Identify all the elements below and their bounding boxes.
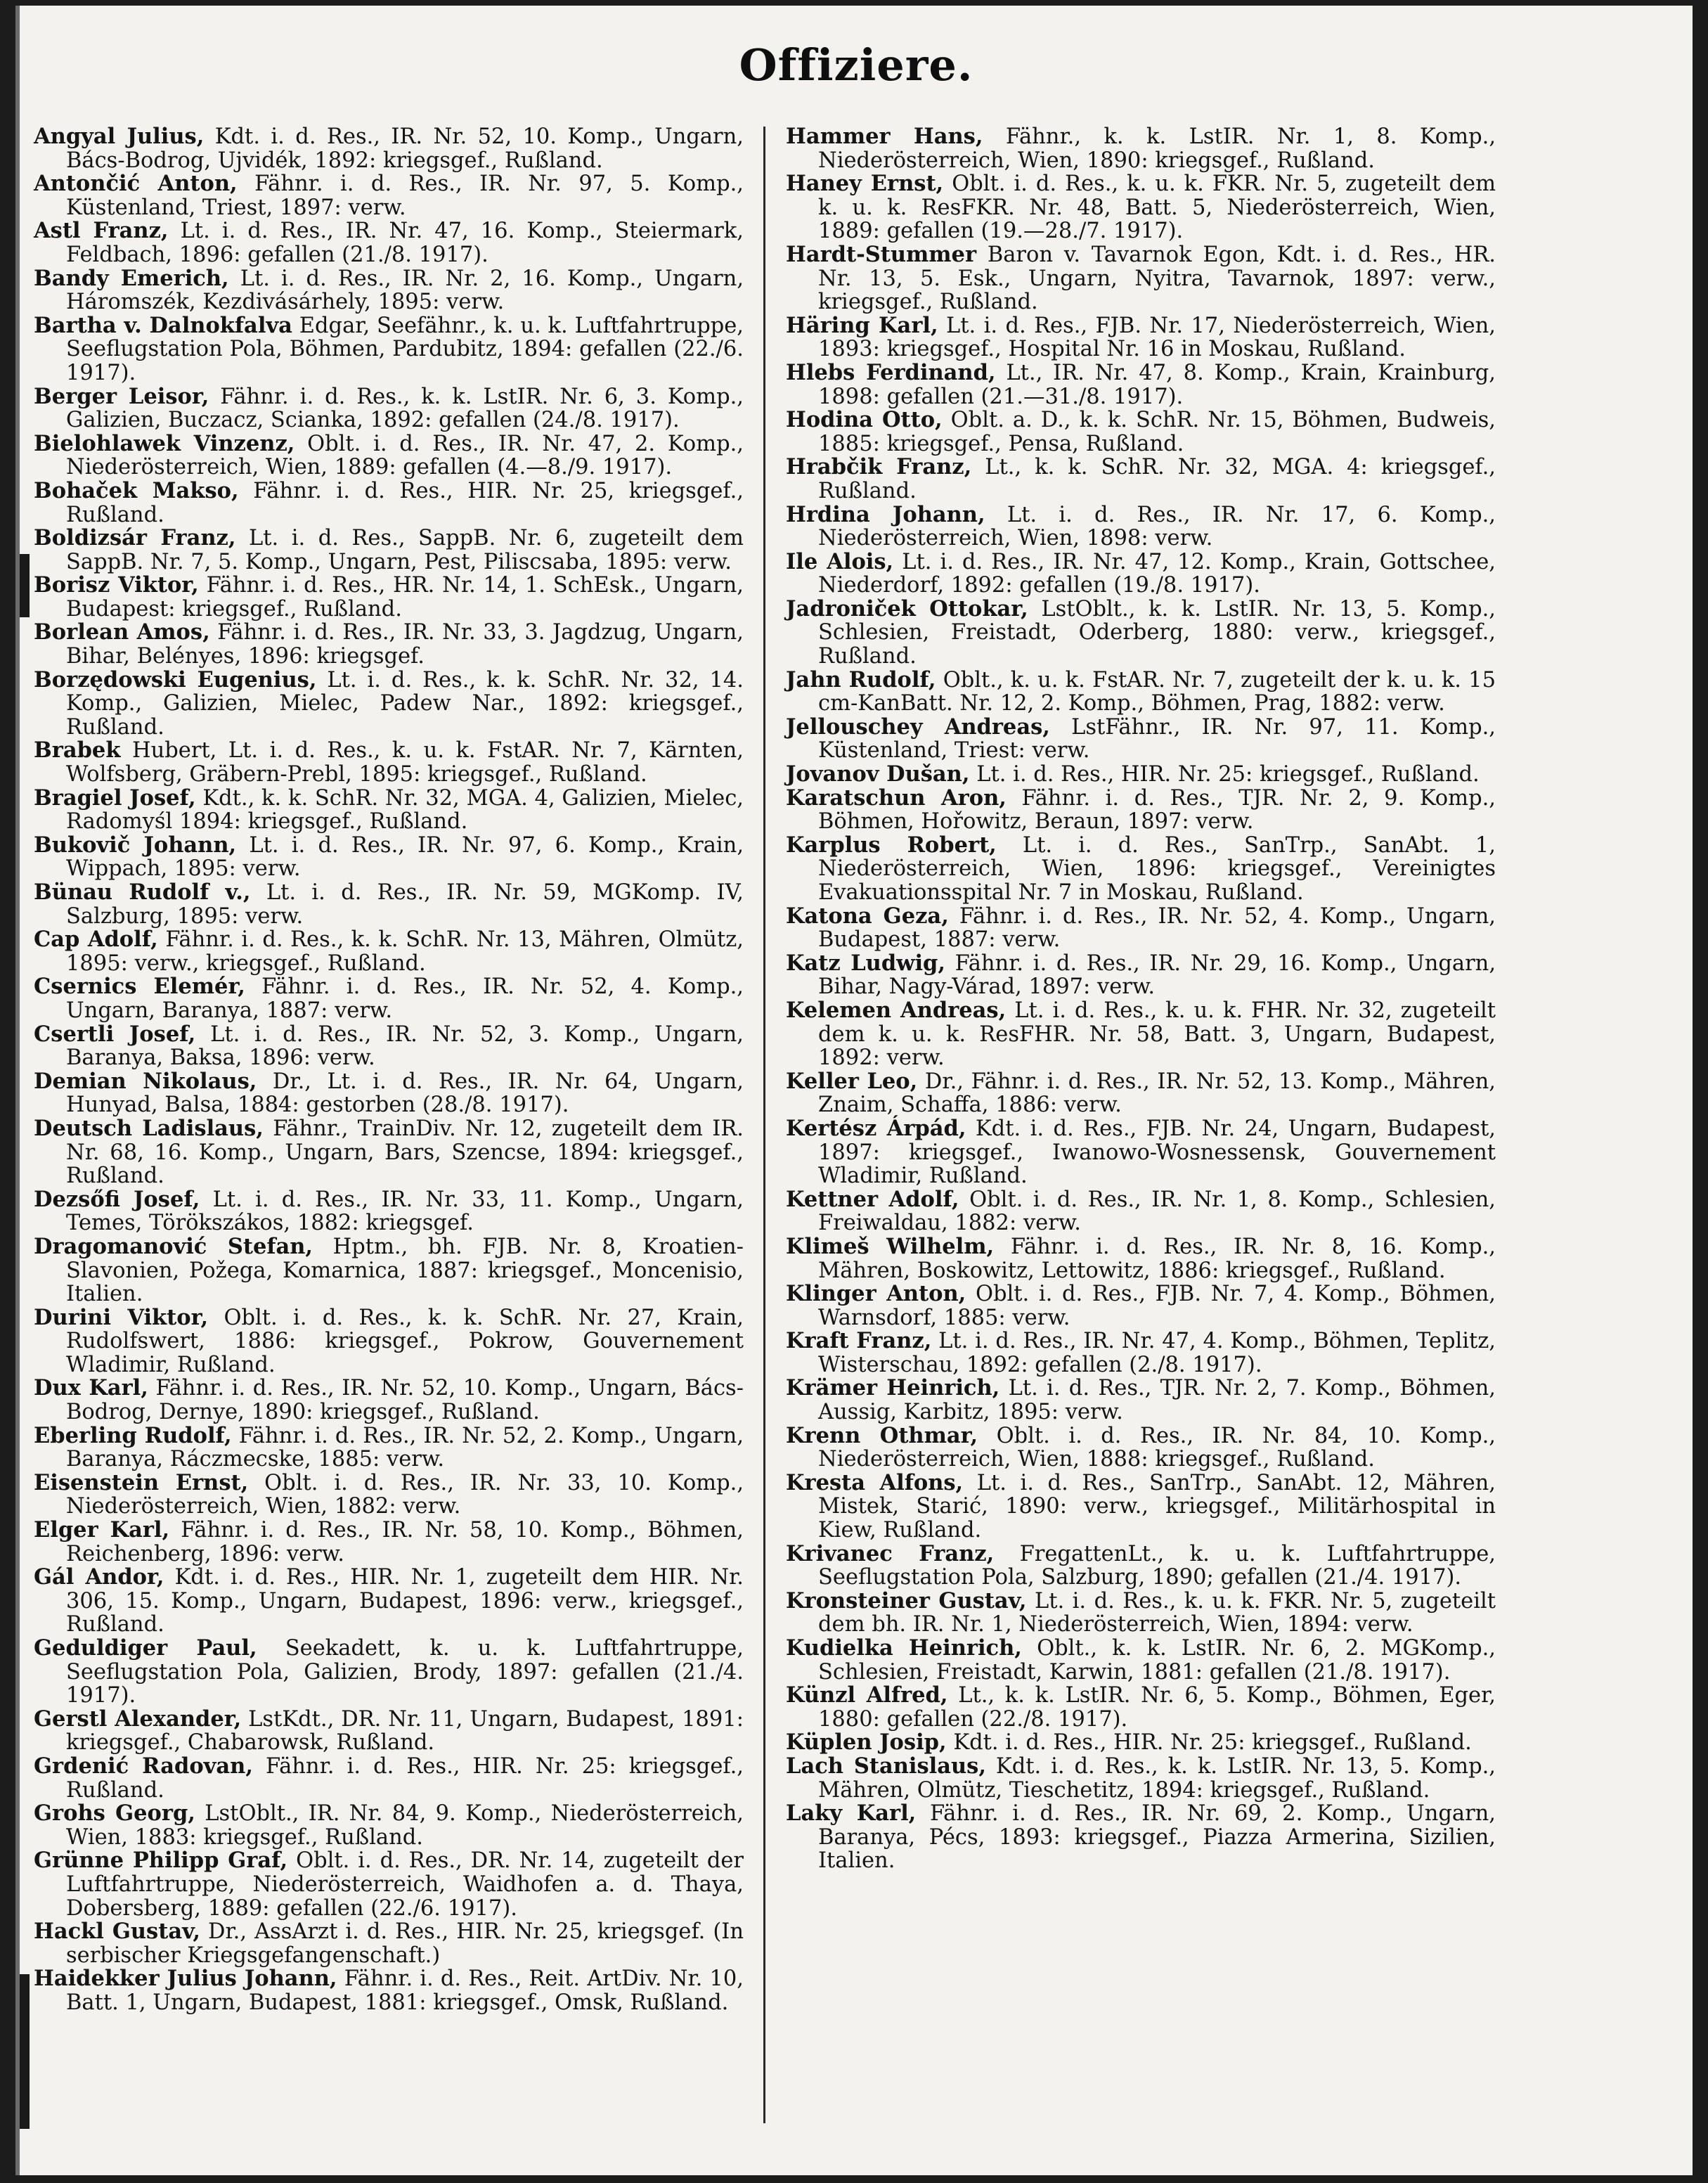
officer-details: FregattenLt., k. u. k. Luftfahrtruppe, Seeflugstation Pola, Salzburg, 1890; gefallen (21./4. 1917). xyxy=(818,1541,1496,1590)
officer-name: Grünne Philipp Graf, xyxy=(34,1848,288,1874)
officer-entry xyxy=(786,243,1496,314)
officer-entry xyxy=(34,787,744,834)
officer-entry xyxy=(786,361,1496,408)
officer-name: Hodina Otto, xyxy=(786,407,943,433)
officer-details: Oblt. i. d. Res., IR. Nr. 84, 10. Komp., Niederösterreich, Wien, 1888: kriegsgef., Rußland. xyxy=(818,1423,1496,1472)
officer-name: Jadroniček Ottokar, xyxy=(786,595,1028,622)
officer-name: Bukovič Johann, xyxy=(34,832,237,858)
officer-name: Borzędowski Eugenius, xyxy=(34,667,317,693)
officer-name: Deutsch Ladislaus, xyxy=(34,1115,264,1141)
officer-entry xyxy=(34,975,744,1022)
officer-entry xyxy=(786,763,1496,787)
officer-details: Lt. i. d. Res., SanTrp., SanAbt. 12, Mähren, Mistek, Starić, 1890: verw., kriegsgef., Militärhospital in Kiew, Rußland. xyxy=(818,1470,1496,1543)
officer-details: Lt., k. k. LstIR. Nr. 6, 5. Komp., Böhmen, Eger, 1880: gefallen (22./8. 1917). xyxy=(818,1683,1496,1732)
officer-name: Cap Adolf, xyxy=(34,927,158,953)
officer-name: Eisenstein Ernst, xyxy=(34,1469,249,1495)
officer-details: Kdt. i. d. Res., HIR. Nr. 25: kriegsgef., Rußland. xyxy=(953,1730,1472,1756)
officer-name: Angyal Julius, xyxy=(34,124,205,149)
officer-details: Fähnr., k. k. LstIR. Nr. 1, 8. Komp., Niederösterreich, Wien, 1890: kriegsgef., Rußland. xyxy=(818,124,1496,173)
officer-details: Fähnr. i. d. Res., HIR. Nr. 25: kriegsgef., Rußland. xyxy=(66,1753,744,1803)
officer-entry xyxy=(34,1967,744,2014)
officer-name: Künzl Alfred, xyxy=(786,1682,948,1708)
officer-details: Lt. i. d. Res., SanTrp., SanAbt. 1, Niederösterreich, Wien, 1896: kriegsgef., Vereinigtes Evakuationsspital Nr. 7 in Moskau, Rußland. xyxy=(818,832,1496,905)
officer-name: Katona Geza, xyxy=(786,903,949,929)
officer-name: Bohaček Makso, xyxy=(34,477,239,503)
officer-details: Kdt. i. d. Res., HIR. Nr. 1, zugeteilt dem HIR. Nr. 306, 15. Komp., Ungarn, Budapest, 1896: verw., kriegsgef., Rußland. xyxy=(66,1565,744,1637)
officer-details: Fähnr. i. d. Res., Reit. ArtDiv. Nr. 10, Batt. 1, Ungarn, Budapest, 1881: kriegsgef., Omsk, Rußland. xyxy=(66,1966,744,2015)
officer-name: Berger Leisor, xyxy=(34,383,209,409)
officer-details: Fähnr. i. d. Res., IR. Nr. 33, 3. Jagdzug, Ungarn, Bihar, Belényes, 1896: kriegsgef. xyxy=(66,620,744,669)
officer-name: Durini Viktor, xyxy=(34,1304,209,1330)
officer-name: Brabek xyxy=(34,738,121,764)
officer-entry xyxy=(34,574,744,621)
left-column xyxy=(34,125,744,2015)
officer-details: Oblt. i. d. Res., IR. Nr. 47, 2. Komp., Niederösterreich, Wien, 1889: gefallen (4.—8./9. 1917). xyxy=(66,431,744,480)
officer-details: Dr., AssArzt i. d. Res., HIR. Nr. 25, kriegsgef. (In serbischer Kriegsgefangenschaft.) xyxy=(66,1919,744,1968)
officer-details: LstOblt., IR. Nr. 84, 9. Komp., Niederösterreich, Wien, 1883: kriegsgef., Rußland. xyxy=(66,1801,744,1850)
officer-entry xyxy=(34,125,744,172)
officer-name: Gál Andor, xyxy=(34,1564,164,1590)
officer-name: Klimeš Wilhelm, xyxy=(786,1233,995,1259)
officer-name: Lach Stanislaus, xyxy=(786,1753,986,1779)
officer-details: Fähnr. i. d. Res., IR. Nr. 8, 16. Komp., Mähren, Boskowitz, Lettowitz, 1886: kriegsgef., Rußland. xyxy=(818,1234,1496,1283)
officer-entry xyxy=(786,1637,1496,1684)
officer-entry xyxy=(34,1802,744,1849)
officer-entry xyxy=(786,787,1496,834)
officer-name: Bartha v. Dalnokfalva xyxy=(34,312,292,338)
officer-entry xyxy=(786,716,1496,763)
officer-details: Oblt. i. d. Res., IR. Nr. 33, 10. Komp., Niederösterreich, Wien, 1882: verw. xyxy=(66,1470,744,1519)
officer-entry xyxy=(786,503,1496,550)
officer-details: Fähnr. i. d. Res., HR. Nr. 14, 1. SchEsk., Ungarn, Budapest: kriegsgef., Rußland. xyxy=(66,573,744,622)
officer-name: Hlebs Ferdinand, xyxy=(786,359,996,385)
officer-entry xyxy=(786,408,1496,456)
officer-name: Hardt-Stummer xyxy=(786,241,977,267)
officer-entry xyxy=(34,172,744,219)
officer-details: Dr., Lt. i. d. Res., IR. Nr. 64, Ungarn, Hunyad, Balsa, 1884: gestorben (28./8. 1917). xyxy=(66,1069,744,1118)
officer-entry xyxy=(34,928,744,975)
officer-name: Klinger Anton, xyxy=(786,1281,966,1307)
officer-name: Eberling Rudolf, xyxy=(34,1422,232,1448)
officer-name: Bandy Emerich, xyxy=(34,265,229,291)
officer-entry xyxy=(34,1755,744,1802)
officer-details: Seekadett, k. u. k. Luftfahrtruppe, Seeflugstation Pola, Galizien, Brody, 1897: gefallen (21./4. 1917). xyxy=(66,1636,744,1708)
officer-name: Jovanov Dušan, xyxy=(786,761,970,787)
page-title: Offiziere. xyxy=(739,39,973,91)
officer-entry xyxy=(34,669,744,740)
officer-entry xyxy=(34,1920,744,1967)
officer-name: Borisz Viktor, xyxy=(34,572,199,598)
officer-details: Lt. i. d. Res., IR. Nr. 97, 6. Komp., Krain, Wippach, 1895: verw. xyxy=(66,832,744,882)
officer-entry xyxy=(34,1469,744,1519)
officer-entry xyxy=(786,1329,1496,1377)
officer-name: Gerstl Alexander, xyxy=(34,1706,242,1732)
officer-name: Bielohlawek Vinzenz, xyxy=(34,430,295,456)
officer-details: Lt. i. d. Res., IR. Nr. 2, 16. Komp., Ungarn, Háromszék, Kezdivásárhely, 1895: verw. xyxy=(66,266,744,315)
officer-entry xyxy=(786,1424,1496,1472)
officer-name: Karatschun Aron, xyxy=(786,785,1007,811)
officer-details: Lt. i. d. Res., IR. Nr. 47, 16. Komp., Steiermark, Feldbach, 1896: gefallen (21./8. 1917). xyxy=(66,219,744,267)
officer-details: Oblt. a. D., k. k. SchR. Nr. 15, Böhmen, Budweis, 1885: kriegsgef., Pensa, Rußland. xyxy=(818,408,1496,456)
officer-name: Hrabčik Franz, xyxy=(786,454,972,480)
officer-name: Laky Karl, xyxy=(786,1801,917,1827)
officer-details: Dr., Fähnr. i. d. Res., IR. Nr. 52, 13. Komp., Mähren, Znaim, Schaffa, 1886: verw. xyxy=(818,1069,1496,1118)
officer-entry xyxy=(34,219,744,266)
officer-details: Lt. i. d. Res., k. k. SchR. Nr. 32, 14. Komp., Galizien, Mielec, Padew Nar., 1892: kriegsgef., Rußland. xyxy=(66,667,744,740)
officer-details: Kdt. i. d. Res., FJB. Nr. 24, Ungarn, Budapest, 1897: kriegsgef., Iwanowo-Wosnessensk, Gouvernement Wladimir, Rußland. xyxy=(818,1116,1496,1189)
officer-name: Kraft Franz, xyxy=(786,1328,932,1354)
officer-name: Haidekker Julius Johann, xyxy=(34,1966,337,1992)
officer-name: Jellouschey Andreas, xyxy=(786,714,1050,740)
officer-name: Kettner Adolf, xyxy=(786,1186,959,1212)
officer-details: Oblt., k. u. k. FstAR. Nr. 7, zugeteilt der k. u. k. 15 cm-KanBatt. Nr. 12, 2. Komp., Böhmen, Prag, 1882: verw. xyxy=(818,667,1496,716)
officer-details: LstOblt., k. k. LstIR. Nr. 13, 5. Komp., Schlesien, Freistadt, Oderberg, 1880: verw., kriegsgef., Rußland. xyxy=(818,596,1496,669)
officer-details: Fähnr. i. d. Res., TJR. Nr. 2, 9. Komp., Böhmen, Hořowitz, Beraun, 1897: verw. xyxy=(818,785,1496,835)
officer-details: Lt. i. d. Res., SappB. Nr. 6, zugeteilt dem SappB. Nr. 7, 5. Komp., Ungarn, Pest, Piliscsaba, 1895: verw. xyxy=(66,526,744,574)
officer-name: Karplus Robert, xyxy=(786,832,997,858)
officer-name: Csertli Josef, xyxy=(34,1021,196,1047)
officer-entry xyxy=(786,1188,1496,1235)
officer-name: Borlean Amos, xyxy=(34,619,210,645)
officer-details: LstFähnr., IR. Nr. 97, 11. Komp., Küstenland, Triest: verw. xyxy=(818,714,1496,764)
officer-name: Kresta Alfons, xyxy=(786,1469,964,1495)
officer-entry xyxy=(34,385,744,432)
officer-details: Kdt. i. d. Res., IR. Nr. 52, 10. Komp., Ungarn, Bács-Bodrog, Ujvidék, 1892: kriegsgef., Rußland. xyxy=(66,124,744,173)
officer-name: Küplen Josip, xyxy=(786,1730,947,1756)
officer-entry xyxy=(34,527,744,574)
officer-name: Geduldiger Paul, xyxy=(34,1635,257,1661)
officer-entry xyxy=(786,456,1496,503)
officer-details: Oblt. i. d. Res., k. u. k. FKR. Nr. 5, zugeteilt dem k. u. k. ResFKR. Nr. 48, Batt. 5, Niederösterreich, Wien, 1889: gefallen (19.—28./7. 1917). xyxy=(818,172,1496,244)
officer-entry xyxy=(786,1755,1496,1802)
officer-entry xyxy=(34,881,744,928)
officer-entry xyxy=(34,1117,744,1188)
officer-entry xyxy=(34,1424,744,1472)
officer-details: Lt., k. k. SchR. Nr. 32, MGA. 4: kriegsgef., Rußland. xyxy=(818,455,1496,503)
officer-details: Lt. i. d. Res., IR. Nr. 52, 3. Komp., Ungarn, Baranya, Baksa, 1896: verw. xyxy=(66,1022,744,1071)
officer-entry xyxy=(34,1708,744,1755)
officer-name: Elger Karl, xyxy=(34,1517,170,1543)
officer-entry xyxy=(786,314,1496,361)
officer-name: Häring Karl, xyxy=(786,312,938,338)
binding-shadow xyxy=(20,1974,30,2129)
officer-entry xyxy=(34,621,744,668)
officer-details: Lt. i. d. Res., FJB. Nr. 17, Niederösterreich, Wien, 1893: kriegsgef., Hospital Nr. 16 in Moskau, Rußland. xyxy=(818,313,1496,362)
officer-entry xyxy=(34,1188,744,1235)
officer-name: Kronsteiner Gustav, xyxy=(786,1588,1027,1614)
officer-name: Antončić Anton, xyxy=(34,171,238,197)
officer-details: Fähnr. i. d. Res., IR. Nr. 52, 4. Komp., Ungarn, Budapest, 1887: verw. xyxy=(818,903,1496,953)
officer-name: Dux Karl, xyxy=(34,1375,148,1401)
officer-details: Fähnr. i. d. Res., k. k. LstIR. Nr. 6, 3. Komp., Galizien, Buczacz, Scianka, 1892: gefallen (24./8. 1917). xyxy=(66,384,744,433)
officer-name: Boldizsár Franz, xyxy=(34,525,236,551)
officer-details: Lt. i. d. Res., IR. Nr. 47, 12. Komp., Krain, Gottschee, Niederdorf, 1892: gefallen (19./8. 1917). xyxy=(818,549,1496,598)
officer-entry xyxy=(34,1023,744,1070)
officer-name: Kelemen Andreas, xyxy=(786,997,1007,1023)
binding-shadow xyxy=(20,554,30,617)
officer-entry xyxy=(34,834,744,881)
officer-entry xyxy=(786,999,1496,1070)
officer-details: Kdt., k. k. SchR. Nr. 32, MGA. 4, Galizien, Mielec, Radomyśl 1894: kriegsgef., Rußland. xyxy=(66,785,744,835)
officer-name: Jahn Rudolf, xyxy=(786,667,936,693)
officer-details: Fähnr., TrainDiv. Nr. 12, zugeteilt dem IR. Nr. 68, 16. Komp., Ungarn, Bars, Szencse, 1894: kriegsgef., Rußland. xyxy=(66,1116,744,1189)
officer-name: Katz Ludwig, xyxy=(786,950,945,976)
officer-details: Lt. i. d. Res., IR. Nr. 47, 4. Komp., Böhmen, Teplitz, Wisterschau, 1892: gefallen (2./8. 1917). xyxy=(818,1329,1496,1377)
officer-name: Grohs Georg, xyxy=(34,1801,195,1827)
officer-details: Lt. i. d. Res., IR. Nr. 33, 11. Komp., Ungarn, Temes, Törökszákos, 1882: kriegsgef. xyxy=(66,1187,744,1236)
officer-details: Oblt. i. d. Res., FJB. Nr. 7, 4. Komp., Böhmen, Warnsdorf, 1885: verw. xyxy=(818,1282,1496,1330)
officer-details: Kdt. i. d. Res., k. k. LstIR. Nr. 13, 5. Komp., Mähren, Olmütz, Tieschetitz, 1894: kriegsgef., Rußland. xyxy=(818,1753,1496,1803)
officer-name: Keller Leo, xyxy=(786,1068,918,1094)
officer-details: Fähnr. i. d. Res., IR. Nr. 52, 4. Komp., Ungarn, Baranya, 1887: verw. xyxy=(66,974,744,1023)
officer-details: Oblt. i. d. Res., DR. Nr. 14, zugeteilt der Luftfahrtruppe, Niederösterreich, Waidhofen a. d. Thaya, Dobersberg, 1889: gefallen (22./6. 1917). xyxy=(66,1848,744,1921)
officer-name: Astl Franz, xyxy=(34,218,169,244)
officer-entry xyxy=(34,1849,744,1920)
officer-name: Bragiel Josef, xyxy=(34,785,196,811)
officer-details: Baron v. Tavarnok Egon, Kdt. i. d. Res., HR. Nr. 13, 5. Esk., Ungarn, Nyitra, Tavarnok, 1897: verw., kriegsgef., Rußland. xyxy=(818,242,1496,315)
officer-details: Fähnr. i. d. Res., IR. Nr. 58, 10. Komp., Böhmen, Reichenberg, 1896: verw. xyxy=(66,1518,744,1566)
officer-details: Lt. i. d. Res., IR. Nr. 59, MGKomp. IV, Salzburg, 1895: verw. xyxy=(66,880,744,929)
officer-entry xyxy=(34,1235,744,1306)
right-column xyxy=(786,125,1496,1873)
officer-entry xyxy=(786,669,1496,716)
officer-details: Fähnr. i. d. Res., IR. Nr. 97, 5. Komp., Küstenland, Triest, 1897: verw. xyxy=(66,172,744,220)
officer-details: Fähnr. i. d. Res., IR. Nr. 52, 10. Komp., Ungarn, Bács-Bodrog, Dernye, 1890: kriegsgef., Rußland. xyxy=(66,1376,744,1425)
officer-details: Fähnr. i. d. Res., IR. Nr. 69, 2. Komp., Ungarn, Baranya, Pécs, 1893: kriegsgef., Piazza Armerina, Sizilien, Italien. xyxy=(818,1801,1496,1874)
officer-details: Hptm., bh. FJB. Nr. 8, Kroatien-Slavonien, Požega, Komarnica, 1887: kriegsgef., Moncenisio, Italien. xyxy=(66,1234,744,1307)
officer-name: Dragomanović Stefan, xyxy=(34,1233,313,1259)
officer-name: Hrdina Johann, xyxy=(786,501,985,527)
officer-entry xyxy=(34,267,744,314)
officer-details: Edgar, Seefähnr., k. u. k. Luftfahrtruppe, Seeflugstation Pola, Böhmen, Pardubitz, 1894: gefallen (22./6. 1917). xyxy=(66,313,744,385)
officer-name: Grdenić Radovan, xyxy=(34,1753,253,1779)
officer-details: Hubert, Lt. i. d. Res., k. u. k. FstAR. Nr. 7, Kärnten, Wolfsberg, Gräbern-Prebl, 1895: kriegsgef., Rußland. xyxy=(66,738,744,787)
officer-entry xyxy=(786,1377,1496,1424)
officer-entry xyxy=(34,432,744,479)
officer-details: Fähnr. i. d. Res., IR. Nr. 52, 2. Komp., Ungarn, Baranya, Ráczmecske, 1885: verw. xyxy=(66,1423,744,1472)
officer-details: Oblt., k. k. LstIR. Nr. 6, 2. MGKomp., Schlesien, Freistadt, Karwin, 1881: gefallen (21./8. 1917). xyxy=(818,1636,1496,1685)
officer-entry xyxy=(786,1590,1496,1637)
officer-entry xyxy=(786,172,1496,243)
column-divider xyxy=(763,127,765,2123)
officer-entry xyxy=(786,1469,1496,1543)
officer-entry xyxy=(34,1070,744,1117)
officer-entry xyxy=(34,479,744,527)
officer-details: LstKdt., DR. Nr. 11, Ungarn, Budapest, 1891: kriegsgef., Chabarowsk, Rußland. xyxy=(66,1706,744,1756)
officer-entry xyxy=(786,1235,1496,1282)
officer-entry xyxy=(34,1306,744,1377)
officer-details: Fähnr. i. d. Res., IR. Nr. 29, 16. Komp., Ungarn, Bihar, Nagy-Várad, 1897: verw. xyxy=(818,951,1496,1000)
officer-name: Krämer Heinrich, xyxy=(786,1375,1000,1401)
officer-details: Lt. i. d. Res., k. u. k. FKR. Nr. 5, zugeteilt dem bh. IR. Nr. 1, Niederösterreich, Wien, 1894: verw. xyxy=(818,1588,1496,1637)
officer-name: Krivanec Franz, xyxy=(786,1540,995,1566)
officer-details: Fähnr. i. d. Res., HIR. Nr. 25, kriegsgef., Rußland. xyxy=(66,478,744,527)
officer-entry xyxy=(786,125,1496,172)
officer-name: Ile Alois, xyxy=(786,548,894,574)
officer-details: Oblt. i. d. Res., IR. Nr. 1, 8. Komp., Schlesien, Freiwaldau, 1882: verw. xyxy=(818,1187,1496,1236)
officer-details: Lt. i. d. Res., IR. Nr. 17, 6. Komp., Niederösterreich, Wien, 1898: verw. xyxy=(818,502,1496,551)
officer-entry xyxy=(786,834,1496,905)
officer-name: Dezsőfi Josef, xyxy=(34,1186,200,1212)
officer-entry xyxy=(786,1684,1496,1731)
officer-entry xyxy=(786,595,1496,669)
officer-entry xyxy=(786,1802,1496,1873)
officer-entry xyxy=(786,1117,1496,1188)
officer-entry xyxy=(786,952,1496,999)
document-page xyxy=(15,6,1693,2175)
officer-name: Krenn Othmar, xyxy=(786,1422,978,1448)
officer-details: Lt. i. d. Res., TJR. Nr. 2, 7. Komp., Böhmen, Aussig, Karbitz, 1895: verw. xyxy=(818,1376,1496,1425)
officer-entry xyxy=(786,1282,1496,1329)
officer-name: Demian Nikolaus, xyxy=(34,1068,257,1094)
officer-entry xyxy=(786,1540,1496,1590)
officer-entry xyxy=(34,1566,744,1637)
officer-details: Oblt. i. d. Res., k. k. SchR. Nr. 27, Krain, Rudolfswert, 1886: kriegsgef., Pokrow, Gouvernement Wladimir, Rußland. xyxy=(66,1305,744,1377)
officer-details: Fähnr. i. d. Res., k. k. SchR. Nr. 13, Mähren, Olmütz, 1895: verw., kriegsgef., Rußland. xyxy=(66,927,744,976)
officer-entry xyxy=(34,1637,744,1708)
officer-entry xyxy=(786,550,1496,598)
officer-entry xyxy=(34,1519,744,1566)
officer-details: Lt. i. d. Res., HIR. Nr. 25: kriegsgef., Rußland. xyxy=(976,762,1480,787)
officer-entry xyxy=(34,1377,744,1424)
officer-name: Hammer Hans, xyxy=(786,124,983,149)
officer-name: Csernics Elemér, xyxy=(34,974,245,1000)
officer-entry xyxy=(34,314,744,385)
officer-entry xyxy=(786,1731,1496,1755)
officer-name: Haney Ernst, xyxy=(786,171,944,197)
officer-name: Kertész Árpád, xyxy=(786,1115,966,1141)
officer-details: Lt., IR. Nr. 47, 8. Komp., Krain, Krainburg, 1898: gefallen (21.—31./8. 1917). xyxy=(818,360,1496,409)
officer-name: Kudielka Heinrich, xyxy=(786,1635,1022,1661)
officer-entry xyxy=(786,905,1496,952)
officer-entry xyxy=(786,1070,1496,1117)
officer-name: Hackl Gustav, xyxy=(34,1919,200,1945)
officer-details: Lt. i. d. Res., k. u. k. FHR. Nr. 32, zugeteilt dem k. u. k. ResFHR. Nr. 58, Batt. 3, Ungarn, Budapest, 1892: verw. xyxy=(818,998,1496,1071)
officer-name: Bünau Rudolf v., xyxy=(34,880,251,905)
officer-entry xyxy=(34,739,744,786)
